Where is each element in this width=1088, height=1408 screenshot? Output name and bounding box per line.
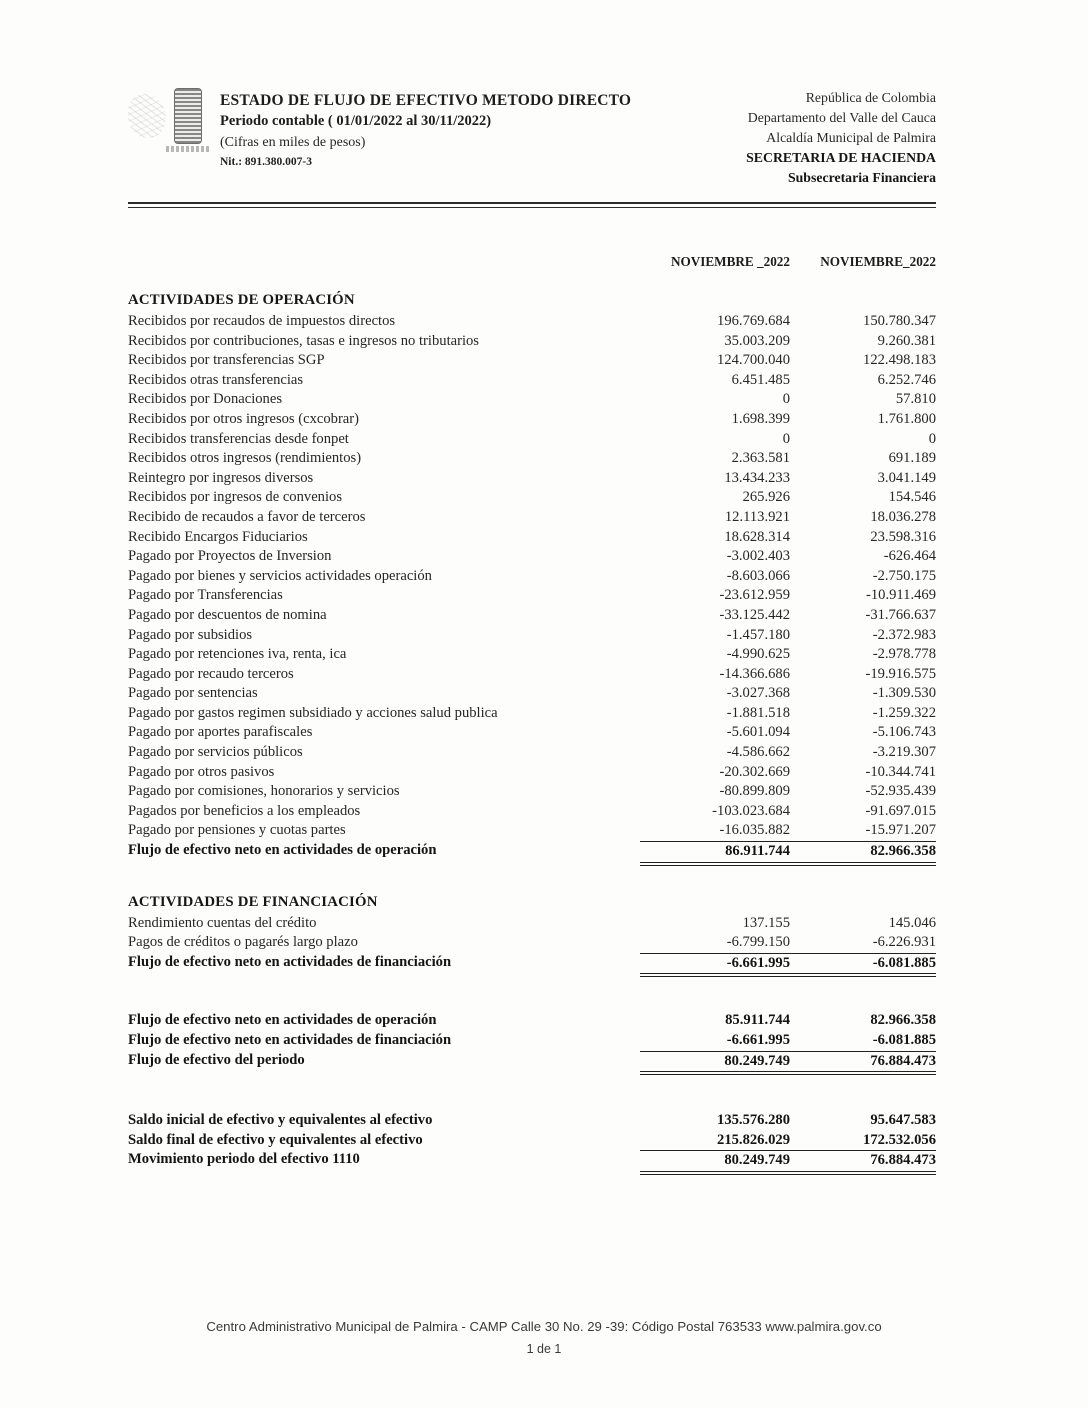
row-value-col1: 35.003.209 <box>724 332 790 349</box>
total-value-col2: 76.884.473 <box>790 1150 936 1175</box>
header-divider-rule <box>128 202 936 208</box>
row-value-col1: -20.302.669 <box>719 763 790 780</box>
row-value-col2: 3.041.149 <box>877 469 936 486</box>
row-label: Recibido de recaudos a favor de terceros <box>128 508 366 525</box>
row-value-col2: -2.750.175 <box>872 567 936 584</box>
row-label: Pagado por retenciones iva, renta, ica <box>128 646 347 663</box>
table-row <box>128 567 936 587</box>
row-value-col2: 9.260.381 <box>877 332 936 349</box>
row-value-col2: 23.598.316 <box>870 528 936 545</box>
table-row <box>128 508 936 528</box>
table-row <box>128 586 936 606</box>
row-value-col2: 95.647.583 <box>870 1112 936 1129</box>
table-row <box>128 390 936 410</box>
entity-line-department: Departamento del Valle del Cauca <box>747 110 936 125</box>
total-value-col1: 80.249.749 <box>640 1051 790 1076</box>
table-row <box>128 763 936 783</box>
section-resumen-flujos <box>128 1011 936 1075</box>
row-label: Pagado por comisiones, honorarios y servicios <box>128 783 400 800</box>
table-row <box>128 821 936 841</box>
table-row <box>128 528 936 548</box>
table-row <box>128 802 936 822</box>
municipal-seal-logo <box>128 86 210 162</box>
table-row <box>128 332 936 352</box>
table-row <box>128 665 936 685</box>
row-value-col2: -6.226.931 <box>872 934 936 951</box>
row-label: Pagos de créditos o pagarés largo plazo <box>128 934 358 951</box>
table-row <box>128 312 936 332</box>
row-label: Pagados por beneficios a los empleados <box>128 802 361 819</box>
accounting-period: Periodo contable ( 01/01/2022 al 30/11/2022) <box>220 113 492 129</box>
row-value-col1: -14.366.686 <box>719 665 790 682</box>
total-label: Movimiento periodo del efectivo 1110 <box>128 1151 360 1168</box>
row-value-col1: -103.023.684 <box>712 802 790 819</box>
entity-line-subsecretaria: Subsecretaria Financiera <box>787 170 936 185</box>
row-label: Recibidos por otros ingresos (cxcobrar) <box>128 410 360 427</box>
row-value-col2: -31.766.637 <box>865 606 936 623</box>
row-label: Recibidos otros ingresos (rendimientos) <box>128 450 362 467</box>
row-value-col1: 13.434.233 <box>724 469 790 486</box>
row-value-col2: 150.780.347 <box>863 313 936 329</box>
row-value-col1: 12.113.921 <box>724 508 790 525</box>
row-value-col1: -23.612.959 <box>719 587 790 604</box>
row-label: Saldo final de efectivo y equivalentes al efectivo <box>128 1131 423 1148</box>
total-label: Flujo de efectivo del periodo <box>128 1051 305 1068</box>
table-row <box>128 645 936 665</box>
table-row <box>128 371 936 391</box>
row-label: Pagado por Proyectos de Inversion <box>128 548 332 565</box>
row-label: Recibidos por Donaciones <box>128 391 283 408</box>
section-rows <box>128 1011 936 1050</box>
table-row <box>128 410 936 430</box>
header-left-block <box>128 86 631 188</box>
row-label: Recibidos transferencias desde fonpet <box>128 430 349 447</box>
row-value-col1: 18.628.314 <box>724 528 790 545</box>
table-column-headers <box>128 254 936 270</box>
total-value-col2: 76.884.473 <box>790 1051 936 1076</box>
seal-caption-mark <box>166 146 210 152</box>
row-value-col2: -5.106.743 <box>872 724 936 741</box>
row-label: Pagado por descuentos de nomina <box>128 606 327 623</box>
entity-line-secretaria: SECRETARIA DE HACIENDA <box>746 150 936 165</box>
table-total-row <box>128 953 936 978</box>
row-value-col1: -16.035.882 <box>719 822 790 839</box>
row-value-col1: 0 <box>782 391 790 408</box>
column-header-noviembre-1: NOVIEMBRE _2022 <box>670 254 790 269</box>
row-value-col2: -52.935.439 <box>865 783 936 800</box>
row-value-col2: -19.916.575 <box>865 665 936 682</box>
row-value-col2: -626.464 <box>883 548 936 565</box>
document-title: ESTADO DE FLUJO DE EFECTIVO METODO DIRECTO <box>220 92 632 109</box>
row-label: Recibidos otras transferencias <box>128 371 304 388</box>
row-label: Reintegro por ingresos diversos <box>128 469 314 486</box>
row-value-col2: 691.189 <box>888 450 936 467</box>
table-row <box>128 1111 936 1131</box>
total-value-col2: 82.966.358 <box>790 841 936 866</box>
total-label: Flujo de efectivo neto en actividades de operación <box>128 842 437 859</box>
row-value-col2: -1.259.322 <box>872 704 936 721</box>
row-value-col2: 6.252.746 <box>877 371 936 388</box>
table-row <box>128 351 936 371</box>
row-value-col1: 265.926 <box>742 489 790 506</box>
page-footer <box>0 1318 1088 1356</box>
row-value-col2: 145.046 <box>888 914 936 931</box>
row-value-col2: 122.498.183 <box>863 352 936 369</box>
row-value-col1: 124.700.040 <box>717 352 790 369</box>
table-total-row <box>128 841 936 866</box>
row-label: Pagado por otros pasivos <box>128 763 275 780</box>
row-value-col1: 137.155 <box>742 914 790 931</box>
units-note: (Cifras en miles de pesos) <box>220 135 366 150</box>
row-value-col1: -3.002.403 <box>726 548 790 565</box>
row-value-col1: -5.601.094 <box>726 724 790 741</box>
row-value-col2: -91.697.015 <box>865 802 936 819</box>
section-rows <box>128 1111 936 1150</box>
stamp-sketch-icon <box>128 94 166 138</box>
table-total-row <box>128 1051 936 1076</box>
row-label: Pagado por aportes parafiscales <box>128 724 313 741</box>
row-value-col2: -1.309.530 <box>872 685 936 702</box>
row-value-col1: -1.881.518 <box>726 704 790 721</box>
document-header <box>128 0 936 188</box>
row-label: Pagado por gastos regimen subsidiado y acciones salud publica <box>128 704 498 721</box>
row-value-col1: 215.826.029 <box>717 1131 790 1148</box>
table-total-row <box>128 1150 936 1175</box>
nit-number: Nit.: 891.380.007-3 <box>220 156 312 168</box>
section-title: ACTIVIDADES DE OPERACIÓN <box>128 292 355 308</box>
row-value-col2: 57.810 <box>895 391 936 408</box>
total-value-col1: 80.249.749 <box>640 1150 790 1175</box>
table-row <box>128 782 936 802</box>
table-row <box>128 704 936 724</box>
total-value-col2: -6.081.885 <box>790 953 936 978</box>
table-row <box>128 1011 936 1031</box>
row-label: Recibidos por contribuciones, tasas e ingresos no tributarios <box>128 332 479 349</box>
row-value-col2: 1.761.800 <box>877 410 936 427</box>
row-value-col2: -15.971.207 <box>865 822 936 839</box>
table-row <box>128 449 936 469</box>
row-label: Recibido Encargos Fiduciarios <box>128 528 308 545</box>
table-row <box>128 933 936 953</box>
row-label: Pagado por Transferencias <box>128 587 283 604</box>
row-value-col2: 82.966.358 <box>870 1012 936 1029</box>
row-value-col2: 18.036.278 <box>870 508 936 525</box>
row-value-col1: 2.363.581 <box>731 450 790 467</box>
row-value-col1: -8.603.066 <box>726 567 790 584</box>
row-value-col1: -80.899.809 <box>719 783 790 800</box>
row-value-col1: 196.769.684 <box>717 313 790 329</box>
row-label: Rendimiento cuentas del crédito <box>128 914 317 931</box>
entity-header-block <box>746 86 936 188</box>
row-value-col2: -2.978.778 <box>872 646 936 663</box>
row-value-col1: -6.799.150 <box>726 934 790 951</box>
row-value-col1: 6.451.485 <box>731 371 790 388</box>
table-row <box>128 723 936 743</box>
row-label: Pagado por recaudo terceros <box>128 665 294 682</box>
table-row <box>128 914 936 934</box>
row-label: Pagado por bienes y servicios actividades operación <box>128 567 432 584</box>
row-value-col1: -6.661.995 <box>726 1032 790 1048</box>
row-label: Recibidos por ingresos de convenios <box>128 489 343 506</box>
entity-line-municipality: Alcaldía Municipal de Palmira <box>766 130 936 145</box>
row-value-col1: -3.027.368 <box>726 685 790 702</box>
row-value-col1: 85.911.744 <box>725 1012 790 1029</box>
row-label: Pagado por servicios públicos <box>128 744 303 761</box>
table-row <box>128 743 936 763</box>
row-label: Pagado por sentencias <box>128 685 258 702</box>
column-header-spacer <box>128 254 640 270</box>
row-label: Pagado por subsidios <box>128 626 253 643</box>
row-value-col2: -3.219.307 <box>872 744 936 761</box>
column-header-noviembre-2: NOVIEMBRE_2022 <box>820 254 936 269</box>
table-row <box>128 1031 936 1051</box>
row-label: Flujo de efectivo neto en actividades de financiación <box>128 1032 452 1048</box>
row-label: Pagado por pensiones y cuotas partes <box>128 822 346 839</box>
table-row <box>128 626 936 646</box>
row-value-col2: 154.546 <box>888 489 936 506</box>
row-label: Saldo inicial de efectivo y equivalentes al efectivo <box>128 1112 433 1129</box>
row-label: Flujo de efectivo neto en actividades de operación <box>128 1012 437 1029</box>
table-row <box>128 606 936 626</box>
row-value-col1: -4.586.662 <box>726 744 790 761</box>
row-value-col1: 1.698.399 <box>731 410 790 427</box>
section-actividades-financiacion <box>128 892 936 978</box>
row-value-col1: 0 <box>782 430 790 447</box>
row-value-col2: -6.081.885 <box>872 1032 936 1048</box>
row-value-col2: -10.344.741 <box>865 763 936 780</box>
table-row <box>128 684 936 704</box>
total-value-col1: 86.911.744 <box>640 841 790 866</box>
row-label: Recibidos por transferencias SGP <box>128 352 325 369</box>
table-row <box>128 1131 936 1151</box>
row-value-col2: -10.911.469 <box>866 587 936 604</box>
section-saldos-efectivo <box>128 1111 936 1175</box>
row-value-col1: 135.576.280 <box>717 1112 790 1129</box>
section-actividades-operacion <box>128 290 936 866</box>
section-rows <box>128 914 936 953</box>
total-value-col1: -6.661.995 <box>640 953 790 978</box>
row-value-col2: 0 <box>928 430 936 447</box>
header-titles <box>220 86 631 188</box>
row-value-col1: -4.990.625 <box>726 646 790 663</box>
total-label: Flujo de efectivo neto en actividades de financiación <box>128 953 452 970</box>
entity-line-country: República de Colombia <box>805 90 936 105</box>
table-row <box>128 430 936 450</box>
municipal-seal-icon <box>174 88 202 144</box>
section-title: ACTIVIDADES DE FINANCIACIÓN <box>128 893 378 910</box>
row-value-col2: -2.372.983 <box>872 626 936 643</box>
row-value-col1: -1.457.180 <box>726 626 790 643</box>
table-row <box>128 469 936 489</box>
footer-address-line: Centro Administrativo Municipal de Palmira - CAMP Calle 30 No. 29 -39: Código Postal 763533 www.palmira.gov.co <box>206 1319 882 1334</box>
table-row <box>128 547 936 567</box>
row-label: Recibidos por recaudos de impuestos directos <box>128 313 396 329</box>
table-row <box>128 488 936 508</box>
section-rows <box>128 312 936 841</box>
row-value-col2: 172.532.056 <box>863 1131 936 1148</box>
row-value-col1: -33.125.442 <box>719 606 790 623</box>
page-number: 1 de 1 <box>526 1342 562 1356</box>
